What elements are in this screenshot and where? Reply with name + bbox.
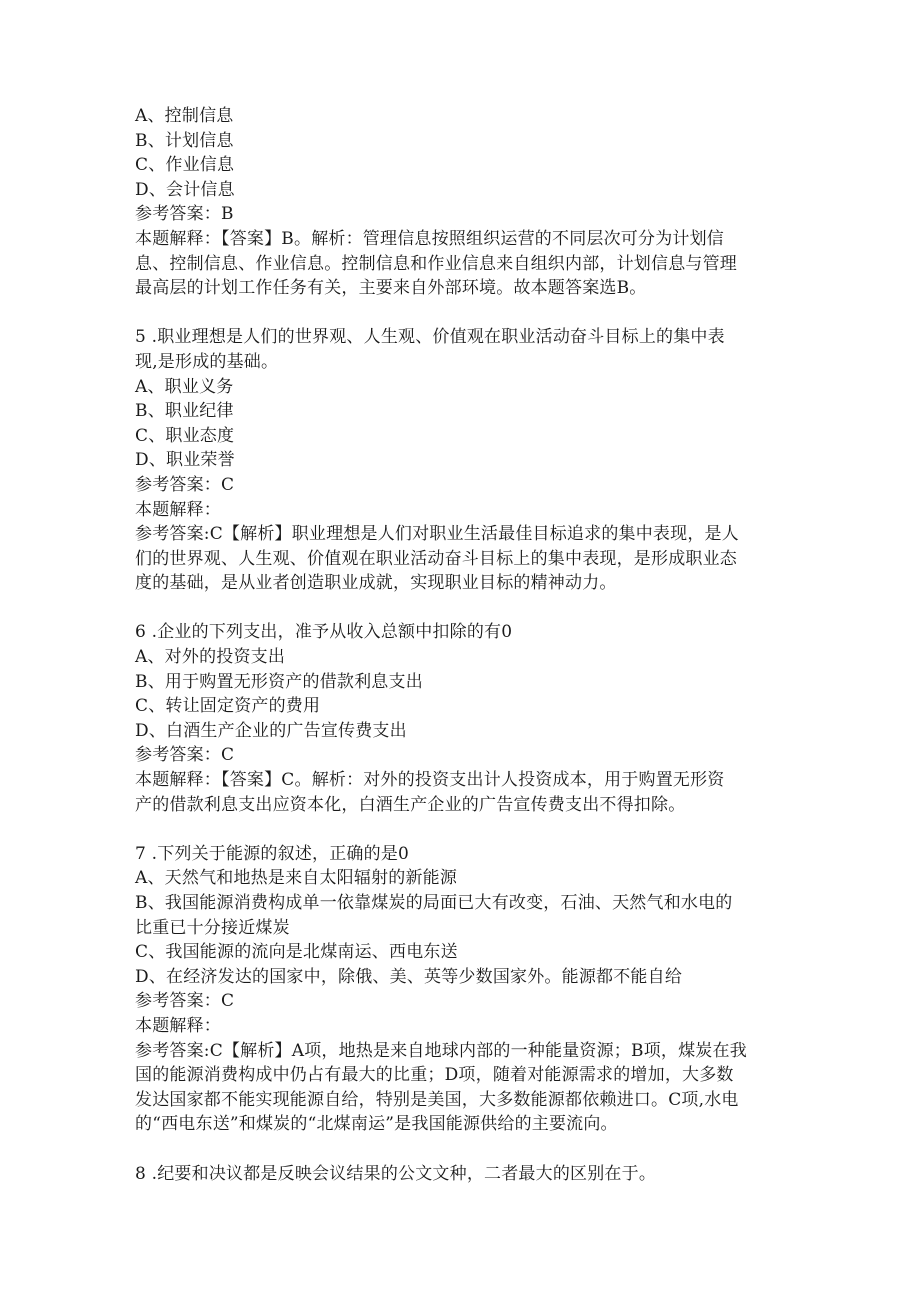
explanation-line: 发达国家都不能实现能源自给，特别是美国，大多数能源都依赖进口。C项,水电 (135, 1089, 739, 1110)
stem-line: 5 .职业理想是人们的世界观、人生观、价值观在职业活动奋斗目标上的集中表 (135, 327, 725, 348)
option-a: A、天然气和地热是来自太阳辐射的新能源 (135, 868, 458, 889)
stem-line: 7 .下列关于能源的叙述，正确的是0 (135, 843, 410, 864)
explanation-line: 国的能源消费构成中仍占有最大的比重；D项，随着对能源需求的增加，大多数 (135, 1065, 734, 1086)
question-5-answer: 参考答案：C (135, 474, 235, 495)
option-d: D、白酒生产企业的广告宣传费支出 (135, 720, 407, 741)
option-a: A、控制信息 (135, 106, 234, 126)
option-d: D、职业荣誉 (135, 450, 235, 471)
explanation-line: 参考答案:C【解析】职业理想是人们对职业生活最佳目标追求的集中表现，是人 (135, 524, 739, 545)
option-a: A、对外的投资支出 (135, 647, 286, 668)
stem-line: 现,是形成的基础。 (135, 351, 279, 372)
option-d: D、会计信息 (135, 179, 235, 200)
document-page (135, 104, 795, 1186)
question-4-explanation (135, 227, 795, 301)
question-7-options (135, 866, 795, 989)
question-8-stem (135, 1162, 795, 1187)
question-6-explanation (135, 768, 795, 817)
explanation-line: 本题解释：【答案】B。解析：管理信息按照组织运营的不同层次可分为计划信 (135, 228, 724, 249)
stem-line: 8 .纪要和决议都是反映会议结果的公文文种，二者最大的区别在于。 (135, 1163, 657, 1184)
question-7-stem (135, 842, 795, 867)
option-a: A、职业义务 (135, 376, 234, 397)
option-b: B、用于购置无形资产的借款利息支出 (135, 671, 423, 692)
explanation-line: 们的世界观、人生观、价值观在职业活动奋斗目标上的集中表现，是形成职业态 (135, 548, 737, 569)
option-c: C、职业态度 (135, 425, 235, 446)
explanation-line: 息、控制信息、作业信息。控制信息和作业信息来自组织内部，计划信息与管理 (135, 253, 737, 274)
question-7-explanation (135, 1039, 795, 1137)
explanation-line: 本题解释：【答案】C。解析：对外的投资支出计人投资成本，用于购置无形资 (135, 770, 725, 791)
explanation-line: 的“西电东送”和煤炭的“北煤南运”是我国能源供给的主要流向。 (135, 1114, 618, 1135)
question-6-answer: 参考答案：C (135, 745, 235, 766)
option-c: C、我国能源的流向是北煤南运、西电东送 (135, 942, 458, 963)
question-6-stem (135, 620, 795, 645)
option-c: C、作业信息 (135, 155, 235, 176)
stem-line: 6 .企业的下列支出，准予从收入总额中扣除的有0 (135, 622, 513, 643)
explanation-line: 产的借款利息支出应资本化，白酒生产企业的广告宣传费支出不得扣除。 (135, 794, 686, 815)
question-4-answer: 参考答案：B (135, 204, 234, 225)
question-7-explanation-label: 本题解释： (135, 1015, 221, 1036)
question-4-options (135, 104, 795, 202)
explanation-line: 最高层的计划工作任务有关，主要来自外部环境。故本题答案选B。 (135, 278, 647, 299)
option-c: C、转让固定资产的费用 (135, 696, 321, 717)
question-5-stem (135, 325, 795, 374)
question-5-explanation-label: 本题解释： (135, 499, 221, 520)
option-d: D、在经济发达的国家中，除俄、美、英等少数国家外。能源都不能自给 (135, 966, 683, 987)
explanation-line: 度的基础，是从业者创造职业成就，实现职业目标的精神动力。 (135, 573, 617, 594)
question-5-options (135, 375, 795, 473)
option-b: B、计划信息 (135, 130, 234, 151)
question-5-explanation (135, 522, 795, 596)
option-b: B、我国能源消费构成单一依靠煤炭的局面已大有改变，石油、天然气和水电的 (135, 893, 733, 913)
question-7-answer: 参考答案：C (135, 991, 235, 1012)
option-b: B、职业纪律 (135, 401, 234, 422)
option-b-continued: 比重已十分接近煤炭 (135, 917, 290, 938)
explanation-line: 参考答案:C【解析】A项，地热是来自地球内部的一种能量资源；B项，煤炭在我 (135, 1040, 747, 1061)
question-6-options (135, 645, 795, 743)
